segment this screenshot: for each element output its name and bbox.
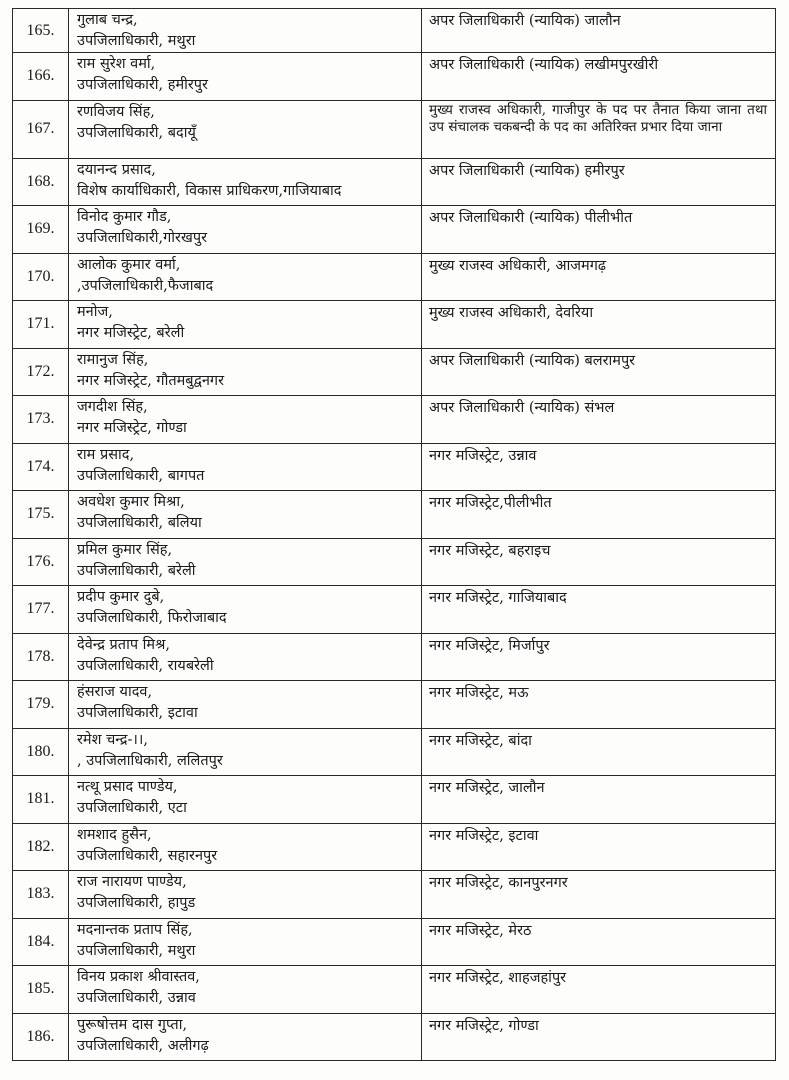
- table-row: [13, 301, 776, 349]
- table-row: [13, 158, 776, 206]
- officer-name: पुरूषोत्तम दास गुप्ता,: [77, 1016, 188, 1033]
- new-posting: नगर मजिस्ट्रेट, इटावा: [429, 827, 539, 844]
- new-posting: मुख्य राजस्व अधिकारी, गाजीपुर के पद पर तैनात किया जाना तथा उप संचालक चकबन्दी के पद का अतिरिक्त प्रभार दिया जाना: [429, 101, 767, 135]
- current-post: उपजिलाधिकारी, बलिया: [77, 515, 202, 531]
- table-row: [13, 776, 776, 824]
- current-post: उपजिलाधिकारी, हापुड: [77, 895, 196, 911]
- current-post: उपजिलाधिकारी, उन्नाव: [77, 990, 196, 1006]
- serial-number: 177.: [13, 586, 69, 634]
- serial-number: 172.: [13, 348, 69, 396]
- officer-cell: [69, 823, 422, 871]
- new-posting-cell: [422, 206, 776, 254]
- table-row: [13, 823, 776, 871]
- new-posting: नगर मजिस्ट्रेट, कानपुरनगर: [429, 875, 568, 891]
- current-post: ,उपजिलाधिकारी,फैजाबाद: [77, 277, 214, 294]
- table-row: [13, 918, 776, 966]
- serial-number: 168.: [13, 158, 69, 206]
- new-posting-cell: [422, 396, 776, 444]
- officer-name: दयानन्द प्रसाद,: [77, 161, 156, 178]
- officer-cell: [69, 53, 422, 101]
- table-row: [13, 491, 776, 539]
- officer-cell: [69, 348, 422, 396]
- officer-name: मदनान्तक प्रताप सिंह,: [77, 921, 193, 938]
- current-post: उपजिलाधिकारी, सहारनपुर: [77, 847, 218, 864]
- table-row: [13, 538, 776, 586]
- officer-cell: [69, 443, 422, 491]
- serial-number: 174.: [13, 443, 69, 491]
- table-row: [13, 53, 776, 101]
- table-row: [13, 966, 776, 1014]
- officer-name: गुलाब चन्द्र,: [77, 12, 138, 28]
- new-posting: अपर जिलाधिकारी (न्यायिक) लखीमपुरखीरी: [429, 57, 659, 73]
- table-row: [13, 633, 776, 681]
- new-posting: मुख्य राजस्व अधिकारी, देवरिया: [429, 305, 594, 321]
- officer-cell: [69, 776, 422, 824]
- officer-cell: [69, 681, 422, 729]
- current-post: नगर मजिस्ट्रेट, गौतमबुद्वनगर: [77, 372, 225, 389]
- officer-cell: [69, 301, 422, 349]
- officer-name: राज नारायण पाण्डेय,: [77, 874, 187, 890]
- table-row: [13, 206, 776, 254]
- current-post: उपजिलाधिकारी,गोरखपुर: [77, 230, 208, 246]
- serial-number: 183.: [13, 871, 69, 919]
- serial-number: 179.: [13, 681, 69, 729]
- officer-cell: [69, 538, 422, 586]
- serial-number: 178.: [13, 633, 69, 681]
- table-row: [13, 443, 776, 491]
- new-posting-cell: [422, 586, 776, 634]
- officer-cell: [69, 9, 422, 53]
- serial-number: 182.: [13, 823, 69, 871]
- serial-number: 165.: [13, 9, 69, 53]
- new-posting-cell: [422, 633, 776, 681]
- table-row: [13, 396, 776, 444]
- new-posting-cell: [422, 966, 776, 1014]
- officer-cell: [69, 966, 422, 1014]
- current-post: उपजिलाधिकारी, रायबरेली: [77, 657, 214, 674]
- table-row: [13, 9, 776, 53]
- officer-cell: [69, 1013, 422, 1060]
- new-posting-cell: [422, 443, 776, 491]
- officer-name: नत्थू प्रसाद पाण्डेय,: [77, 779, 178, 795]
- new-posting-cell: [422, 918, 776, 966]
- table-row: [13, 681, 776, 729]
- serial-number: 180.: [13, 728, 69, 776]
- new-posting: अपर जिलाधिकारी (न्यायिक) हमीरपुर: [429, 162, 625, 179]
- officer-name: विनय प्रकाश श्रीवास्तव,: [77, 969, 200, 985]
- new-posting: नगर मजिस्ट्रेट, गाजियाबाद: [429, 590, 567, 606]
- officer-name: जगदीश सिंह,: [77, 399, 148, 415]
- new-posting: नगर मजिस्ट्रेट, मऊ: [429, 685, 529, 701]
- officer-name: प्रमिल कुमार सिंह,: [77, 541, 173, 558]
- current-post: उपजिलाधिकारी, हमीरपुर: [77, 77, 208, 93]
- current-post: उपजिलाधिकारी, इटावा: [77, 705, 198, 721]
- new-posting: नगर मजिस्ट्रेट, गोण्डा: [429, 1017, 539, 1034]
- current-post: नगर मजिस्ट्रेट, गोण्डा: [77, 420, 187, 436]
- new-posting-cell: [422, 348, 776, 396]
- officer-name: राम सुरेश वर्मा,: [77, 56, 156, 72]
- new-posting: नगर मजिस्ट्रेट,पीलीभीत: [429, 495, 552, 511]
- current-post: उपजिलाधिकारी, फिरोजाबाद: [77, 610, 227, 626]
- officer-cell: [69, 586, 422, 634]
- new-posting: अपर जिलाधिकारी (न्यायिक) बलरामपुर: [429, 352, 636, 369]
- new-posting-cell: [422, 728, 776, 776]
- officer-name: रामानुज सिंह,: [77, 351, 149, 368]
- serial-number: 171.: [13, 301, 69, 349]
- table-row: [13, 348, 776, 396]
- table-row: [13, 1013, 776, 1060]
- officer-name: हंसराज यादव,: [77, 684, 153, 700]
- officer-name: मनोज,: [77, 304, 113, 320]
- officer-name: देवेन्द्र प्रताप मिश्र,: [77, 636, 170, 653]
- officer-cell: [69, 396, 422, 444]
- new-posting-cell: [422, 681, 776, 729]
- table-row: [13, 871, 776, 919]
- officer-cell: [69, 728, 422, 776]
- current-post: उपजिलाधिकारी, मथुरा: [77, 942, 196, 959]
- officer-cell: [69, 100, 422, 158]
- officer-cell: [69, 158, 422, 206]
- new-posting: नगर मजिस्ट्रेट, शाहजहांपुर: [429, 970, 567, 986]
- new-posting: नगर मजिस्ट्रेट, जालौन: [429, 780, 545, 796]
- new-posting: नगर मजिस्ट्रेट, उन्नाव: [429, 447, 537, 464]
- officer-name: शमशाद हुसैन,: [77, 826, 152, 843]
- serial-number: 176.: [13, 538, 69, 586]
- current-post: , उपजिलाधिकारी, ललितपुर: [77, 752, 223, 769]
- new-posting-cell: [422, 776, 776, 824]
- new-posting-cell: [422, 538, 776, 586]
- new-posting: नगर मजिस्ट्रेट, मिर्जापुर: [429, 637, 550, 654]
- new-posting: मुख्य राजस्व अधिकारी, आजमगढ़: [429, 257, 607, 274]
- table-row: [13, 100, 776, 158]
- officer-name: प्रदीप कुमार दुबे,: [77, 589, 165, 605]
- new-posting: अपर जिलाधिकारी (न्यायिक) जालौन: [429, 13, 621, 29]
- current-post: नगर मजिस्ट्रेट, बरेली: [77, 325, 185, 341]
- new-posting: नगर मजिस्ट्रेट, बहराइच: [429, 542, 551, 559]
- new-posting-cell: [422, 253, 776, 301]
- new-posting-cell: [422, 871, 776, 919]
- new-posting-cell: [422, 491, 776, 539]
- officer-cell: [69, 633, 422, 681]
- serial-number: 181.: [13, 776, 69, 824]
- new-posting: नगर मजिस्ट्रेट, बांदा: [429, 732, 532, 749]
- officer-name: विनोद कुमार गौड,: [77, 209, 172, 225]
- serial-number: 167.: [13, 100, 69, 158]
- serial-number: 186.: [13, 1013, 69, 1060]
- officer-cell: [69, 871, 422, 919]
- officer-cell: [69, 206, 422, 254]
- current-post: उपजिलाधिकारी, मथुरा: [77, 33, 196, 49]
- current-post: उपजिलाधिकारी, बरेली: [77, 562, 196, 579]
- officer-cell: [69, 918, 422, 966]
- serial-number: 173.: [13, 396, 69, 444]
- table-row: [13, 586, 776, 634]
- current-post: उपजिलाधिकारी, बदायूँ: [77, 124, 196, 141]
- new-posting-cell: [422, 9, 776, 53]
- new-posting-cell: [422, 823, 776, 871]
- serial-number: 185.: [13, 966, 69, 1014]
- new-posting-cell: [422, 100, 776, 158]
- current-post: विशेष कार्याधिकारी, विकास प्राधिकरण,गाजियाबाद: [77, 182, 342, 199]
- new-posting: अपर जिलाधिकारी (न्यायिक) पीलीभीत: [429, 210, 633, 226]
- transfer-posting-table: [12, 8, 776, 1061]
- new-posting-cell: [422, 1013, 776, 1060]
- new-posting: नगर मजिस्ट्रेट, मेरठ: [429, 922, 532, 939]
- officer-cell: [69, 491, 422, 539]
- table-row: [13, 728, 776, 776]
- officer-name: आलोक कुमार वर्मा,: [77, 256, 181, 273]
- new-posting-cell: [422, 158, 776, 206]
- serial-number: 175.: [13, 491, 69, 539]
- table-row: [13, 253, 776, 301]
- serial-number: 166.: [13, 53, 69, 101]
- new-posting: अपर जिलाधिकारी (न्यायिक) संभल: [429, 400, 615, 416]
- new-posting-cell: [422, 301, 776, 349]
- serial-number: 170.: [13, 253, 69, 301]
- officer-name: अवधेश कुमार मिश्रा,: [77, 494, 185, 510]
- officer-name: रणविजय सिंह,: [77, 103, 155, 120]
- officer-name: राम प्रसाद,: [77, 446, 135, 463]
- current-post: उपजिलाधिकारी, बागपत: [77, 467, 205, 484]
- current-post: उपजिलाधिकारी, एटा: [77, 800, 187, 816]
- officer-name: रमेश चन्द्र-।।,: [77, 731, 148, 748]
- serial-number: 184.: [13, 918, 69, 966]
- serial-number: 169.: [13, 206, 69, 254]
- new-posting-cell: [422, 53, 776, 101]
- officer-cell: [69, 253, 422, 301]
- current-post: उपजिलाधिकारी, अलीगढ़: [77, 1037, 209, 1054]
